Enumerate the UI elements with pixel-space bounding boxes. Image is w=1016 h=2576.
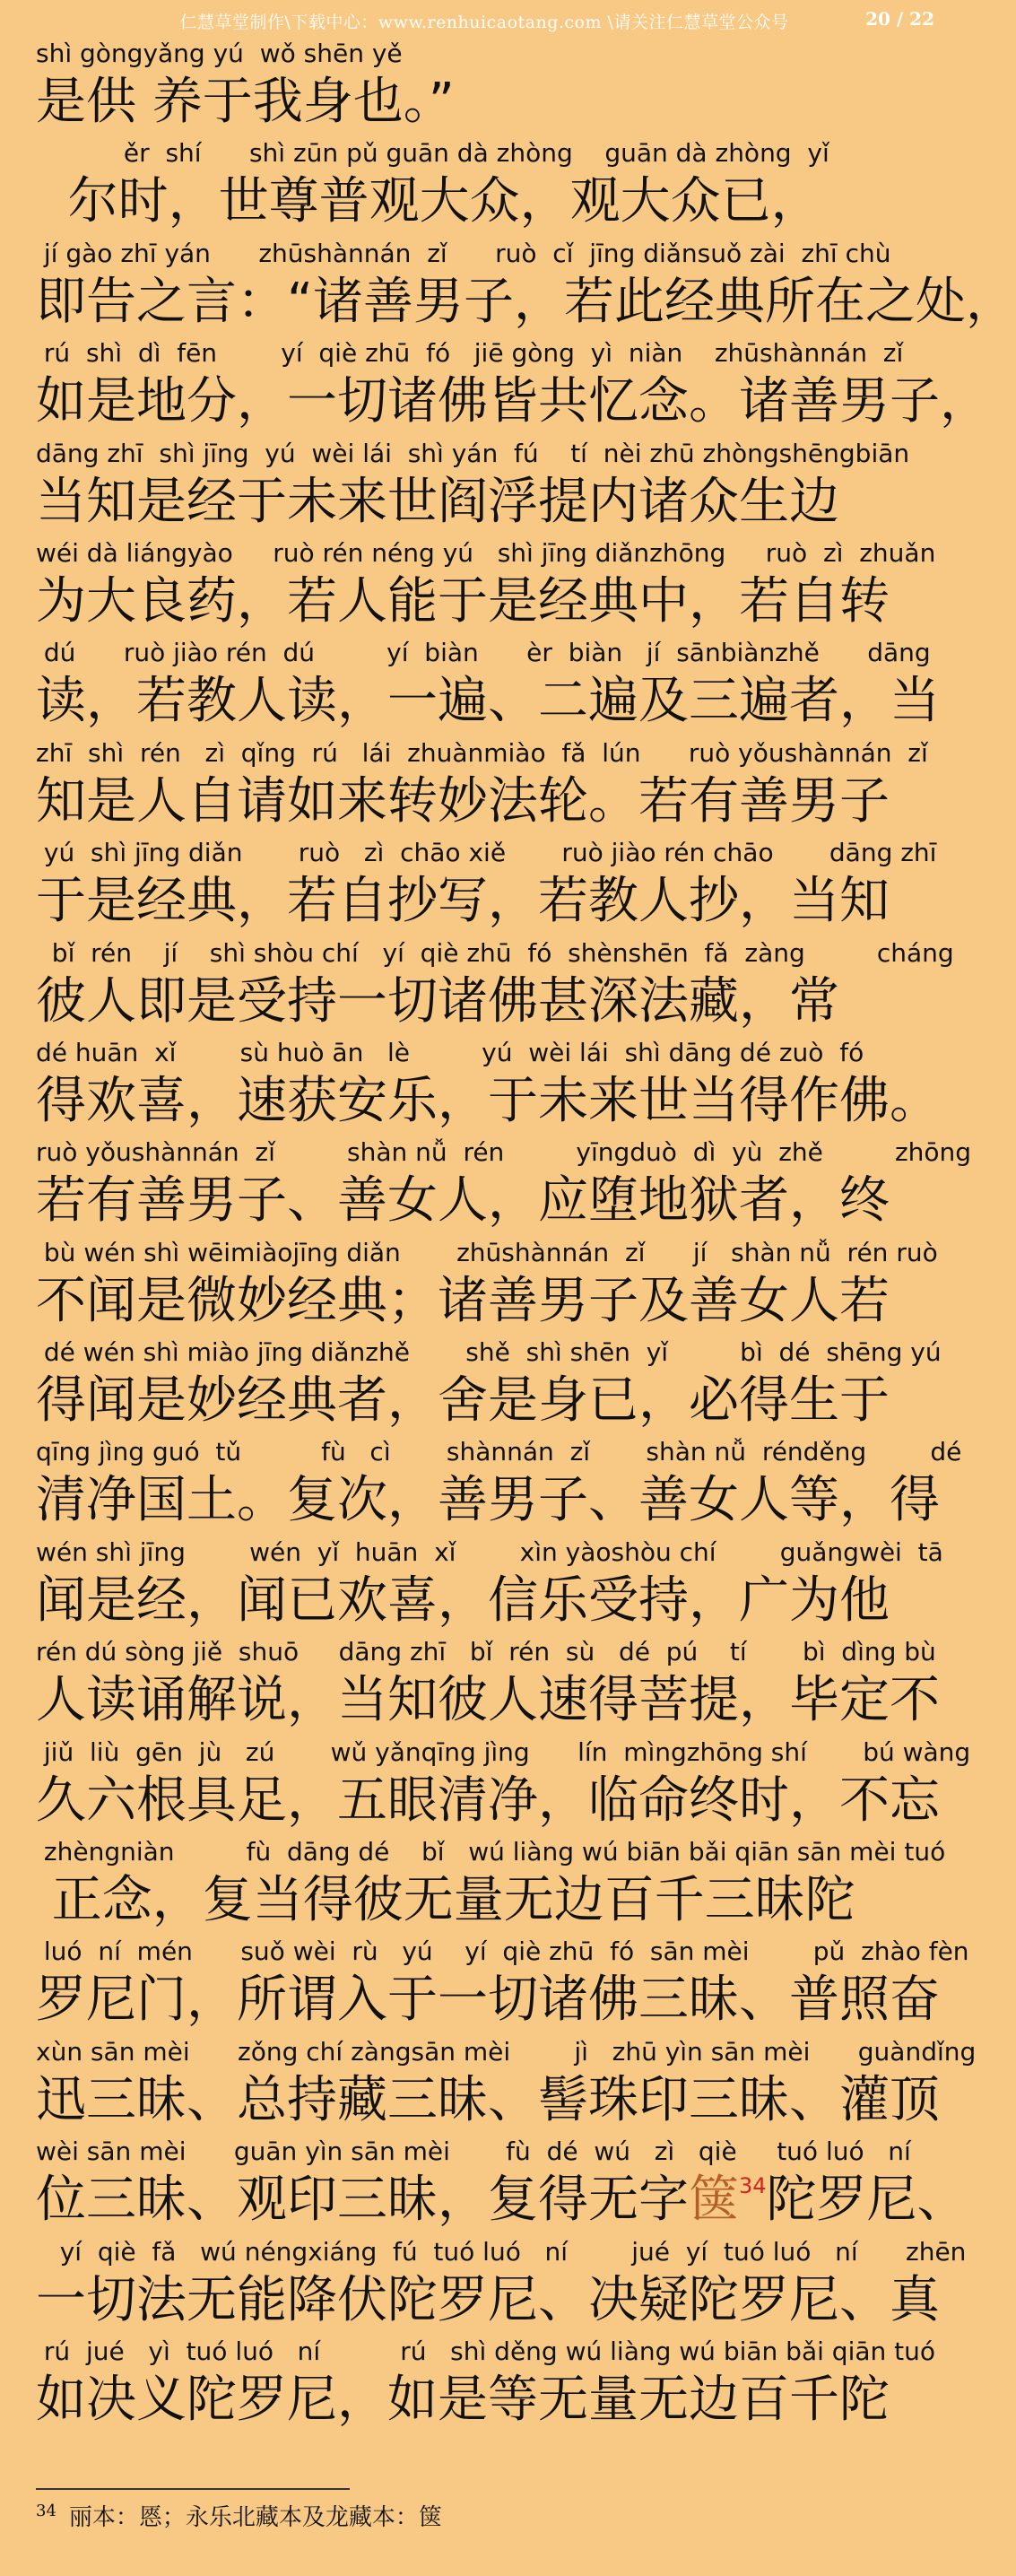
hanzi-row: 为大良药，若人能于是经典中，若自转: [36, 571, 890, 631]
text-line: [36, 2036, 977, 2136]
text-line: [36, 1336, 942, 1436]
hanzi-row: 一切法无能降伏陀罗尼、决疑陀罗尼、真: [36, 2270, 940, 2329]
hanzi-row: 得欢喜，速获安乐，于未来世当得作佛。: [36, 1071, 940, 1130]
hanzi-row: 如决义陀罗尼，如是等无量无边百千陀: [36, 2370, 890, 2429]
hanzi-row: 如是地分，一切诸佛皆共忆念。诸善男子，: [36, 372, 990, 431]
pinyin-row: wén shì jīng wén yǐ huān xǐ xìn yàoshòu chí guǎngwèi tā: [36, 1536, 943, 1567]
text-line: [36, 1736, 971, 1836]
hanzi-row: 正念，复当得彼无量无边百千三昧陀: [36, 1871, 855, 1930]
text-line: [36, 1636, 942, 1736]
page-number: 20 / 22: [865, 8, 934, 30]
pinyin-row: bǐ rén jí shì shòu chí yí qiè zhū fó shènshēn fǎ zàng cháng: [36, 937, 954, 968]
scripture-text-body: [36, 38, 1016, 2435]
pinyin-row: xùn sān mèi zǒng chí zàngsān mèi jì zhū yìn sān mèi guàndǐng: [36, 2036, 977, 2067]
pinyin-row: jí gào zhī yán zhūshànnán zǐ ruò cǐ jīng diǎnsuǒ zài zhī chù: [36, 238, 891, 268]
hanzi-row: 尔时，世尊普观大众，观大众已，: [36, 172, 821, 231]
footnote-divider: [36, 2488, 350, 2490]
page-header: [0, 0, 968, 41]
pinyin-row: rú jué yì tuó luó ní rú shì děng wú liàng wú biān bǎi qiān tuó: [36, 2336, 936, 2366]
hanzi-segment: 陀罗尼、: [766, 2171, 968, 2230]
text-line: [36, 637, 942, 736]
hanzi-row: 闻是经，闻已欢喜，信乐受持，广为他: [36, 1571, 890, 1630]
hanzi-row: 是供 养于我身也。”: [36, 73, 455, 131]
footnote-reference[interactable]: 34: [739, 2173, 767, 2199]
pinyin-row: rú shì dì fēn yí qiè zhū fó jiē gòng yì niàn zhūshànnán zǐ: [36, 338, 904, 369]
text-line: [36, 737, 942, 837]
pinyin-row: dú ruò jiào rén dú yí biàn èr biàn jí sānbiànzhě dāng: [36, 638, 931, 668]
text-line: [36, 937, 954, 1037]
hanzi-row: 得闻是妙经典者，舍是身已，必得生于: [36, 1371, 890, 1431]
text-line: [36, 1836, 946, 1936]
text-line: [36, 1037, 942, 1136]
hanzi-segment: 位三昧、观印三昧，复得无字: [36, 2171, 689, 2230]
pinyin-row: wèi sān mèi guān yìn sān mèi fù dé wú zì qiè tuó luó ní: [36, 2137, 911, 2167]
hanzi-row: 人读诵解说，当知彼人速得菩提，毕定不: [36, 1671, 940, 1730]
hanzi-row: 读，若教人读，一遍、二遍及三遍者，当: [36, 672, 940, 731]
pinyin-row: luó ní mén suǒ wèi rù yú yí qiè zhū fó sān mèi pǔ zhào fèn: [36, 1936, 969, 1967]
text-line: [36, 438, 942, 537]
pinyin-row: zhèngniàn fù dāng dé bǐ wú liàng wú biān bǎi qiān sān mèi tuó: [36, 1837, 946, 1867]
hanzi-row: 当知是经于未来世阎浮提内诸众生边: [36, 472, 839, 531]
variant-character: 箧: [689, 2171, 739, 2230]
pinyin-row: rén dú sòng jiě shuō dāng zhī bǐ rén sù dé pú tí bì dìng bù: [36, 1637, 936, 1667]
hanzi-row: 久六根具足，五眼清净，临命终时，不忘: [36, 1771, 940, 1830]
text-line: [36, 1136, 972, 1236]
hanzi-row: 清净国土。复次，善男子、善女人等，得: [36, 1471, 940, 1530]
pinyin-row: dāng zhī shì jīng yú wèi lái shì yán fú tí nèi zhū zhòngshēngbiān: [36, 438, 910, 468]
text-line: [36, 1536, 942, 1636]
hanzi-row: 即告之言：“诸善男子，若此经典所在之处，: [36, 272, 1016, 331]
pinyin-row: bù wén shì wēimiàojīng diǎn zhūshànnán zǐ jí shàn nǚ rén ruò: [36, 1237, 938, 1267]
text-line: [36, 837, 942, 936]
header-site-text: 仁慧草堂制作\下载中心：www.renhuicaotang.com \请关注仁慧草堂公众号: [179, 13, 789, 32]
hanzi-row: 于是经典，若自抄写，若教人抄，当知: [36, 872, 890, 931]
hanzi-row: 若有善男子、善女人，应堕地狱者，终: [36, 1171, 890, 1231]
text-line: [36, 337, 990, 437]
footnote-number: 34: [36, 2502, 56, 2520]
pinyin-row: dé wén shì miào jīng diǎnzhě shě shì shēn yǐ bì dé shēng yú: [36, 1337, 942, 1368]
pinyin-row: yú shì jīng diǎn ruò zì chāo xiě ruò jiào rén chāo dāng zhī: [36, 838, 937, 868]
pinyin-row: wéi dà liángyào ruò rén néng yú shì jīng diǎnzhōng ruò zì zhuǎn: [36, 537, 936, 568]
pinyin-row: dé huān xǐ sù huò ān lè yú wèi lái shì dāng dé zuò fó: [36, 1037, 864, 1067]
hanzi-row: 彼人即是受持一切诸佛甚深法藏，常: [36, 971, 839, 1031]
pinyin-row: yí qiè fǎ wú néngxiáng fú tuó luó ní jué yí tuó luó ní zhēn: [36, 2236, 967, 2267]
text-line: [36, 2136, 968, 2235]
hanzi-row: 迅三昧、总持藏三昧、髻珠印三昧、灌顶: [36, 2070, 940, 2129]
pinyin-row: jiǔ liù gēn jù zú wǔ yǎnqīng jìng lín mìngzhōng shí bú wàng: [36, 1736, 971, 1767]
pinyin-row: ěr shí shì zūn pǔ guān dà zhòng guān dà zhòng yǐ: [36, 138, 829, 169]
text-line: [36, 537, 942, 637]
hanzi-row: 不闻是微妙经典；诸善男子及善女人若: [36, 1271, 890, 1330]
pinyin-row: qīng jìng guó tǔ fù cì shànnán zǐ shàn nǚ rénděng dé: [36, 1437, 962, 1467]
text-line: [36, 38, 942, 137]
text-line: [36, 1237, 942, 1336]
hanzi-row: 罗尼门，所谓入于一切诸佛三昧、普照奋: [36, 1971, 940, 2030]
text-line: [36, 2336, 942, 2435]
footnote-text: 丽本：㥦；永乐北藏本及龙藏本：箧: [68, 2504, 442, 2531]
text-line: [36, 238, 1016, 337]
text-line: [36, 1436, 962, 1536]
text-line: [36, 2236, 967, 2336]
text-line: [36, 137, 942, 237]
text-line: [36, 1936, 969, 2035]
hanzi-row: 知是人自请如来转妙法轮。若有善男子: [36, 771, 890, 831]
pinyin-row: shì gòngyǎng yú wǒ shēn yě: [36, 39, 403, 68]
pinyin-row: ruò yǒushànnán zǐ shàn nǚ rén yīngduò dì yù zhě zhōng: [36, 1137, 972, 1168]
footnote: [36, 2499, 933, 2532]
pinyin-row: zhī shì rén zì qǐng rú lái zhuànmiào fǎ lún ruò yǒushànnán zǐ: [36, 737, 928, 768]
hanzi-row: [36, 2168, 968, 2232]
